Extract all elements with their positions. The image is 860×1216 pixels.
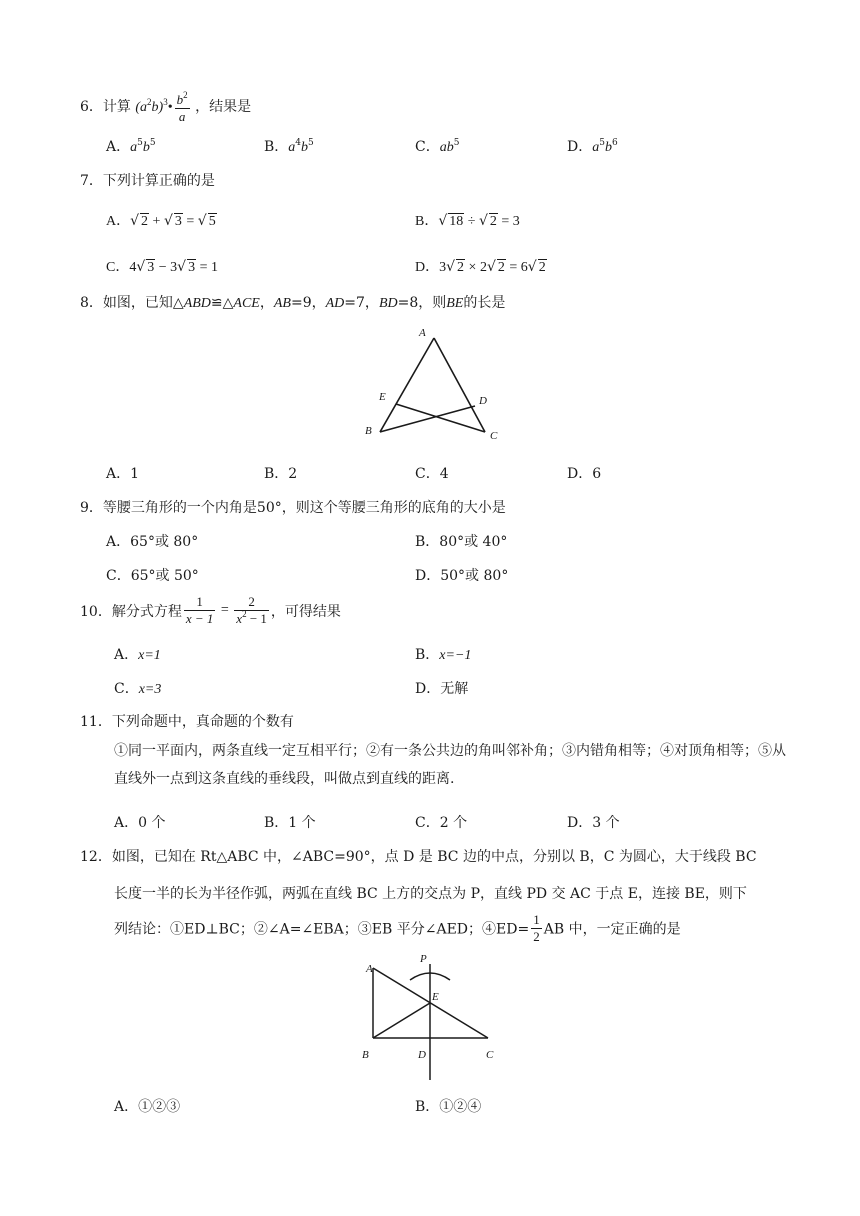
q6-expression: $(a^2b)^3•$ $\frac{b^2}{a}$ xyxy=(135,90,188,124)
q8-option-c[interactable]: C．4 xyxy=(415,466,449,482)
fig8-label-c: C xyxy=(490,430,498,442)
q7-option-c[interactable]: C．4√ 3 − 3√ 3 = 1 xyxy=(106,259,218,275)
q9-option-d[interactable]: D．50°或 80° xyxy=(415,568,509,584)
q8-option-b[interactable]: B．2 xyxy=(264,466,298,482)
q12-right-triangle-figure xyxy=(358,950,508,1082)
q8-option-d[interactable]: D．6 xyxy=(567,466,602,482)
question-12: 12．如图，已知在 Rt△ABC 中，∠ABC=90°，点 D 是 BC 边的中点，分别以 B，C 为圆心，大于线段 BC xyxy=(80,849,757,865)
q12-line-3: 列结论：①ED⊥BC；②∠A=∠EBA；③EB 平分∠AED；④ED= $\frac{1}{2}$ AB 中，一定正确的是 xyxy=(114,912,681,944)
fig8-label-e: E xyxy=(379,391,386,403)
q10-option-d[interactable]: D．无解 xyxy=(415,681,469,697)
segment-be xyxy=(373,1003,430,1038)
q11-option-b[interactable]: B．1 个 xyxy=(264,815,316,831)
question-10: 10．解分式方程 $\frac{1}{x - 1}$ = $\frac{2}{x^2 - 1}$ ，可得结果 xyxy=(80,594,341,626)
question-11: 11．下列命题中，真命题的个数有 xyxy=(80,714,294,730)
q11-option-c[interactable]: C．2 个 xyxy=(415,815,468,831)
q6-option-b[interactable]: B．$a^4b^5$ xyxy=(264,138,314,155)
q7-option-b[interactable]: B．√ 18 ÷ √ 2 = 3 xyxy=(415,213,520,229)
q12-option-a[interactable]: A．①②③ xyxy=(114,1099,181,1115)
q7-option-d[interactable]: D．3√ 2 × 2√ 2 = 6√ 2 xyxy=(415,259,546,275)
fig12-label-b: B xyxy=(362,1049,369,1061)
question-6: 6．计算 $(a^2b)^3•$ $\frac{b^2}{a}$ ，结果是 xyxy=(80,90,252,124)
q9-option-c[interactable]: C．65°或 50° xyxy=(106,568,199,584)
q6-option-a[interactable]: A．$a^5b^5$ xyxy=(106,138,156,155)
fig8-label-d: D xyxy=(479,395,487,407)
q10-option-c[interactable]: C．x=3 xyxy=(114,681,162,697)
question-7: 7．下列计算正确的是 xyxy=(80,173,215,189)
q12-figure-lines xyxy=(373,964,488,1080)
q6-option-c[interactable]: C．$ab^5$ xyxy=(415,138,460,155)
q12-option-b[interactable]: B．①②④ xyxy=(415,1099,482,1115)
fig8-label-b: B xyxy=(365,425,372,437)
q11-statements: ①同一平面内，两条直线一定互相平行；②有一条公共边的角叫邻补角；③内错角相等；④对顶角相等；⑤从直线外一点到这条直线的垂线段，叫做点到直线的距离. xyxy=(114,743,786,787)
q11-option-d[interactable]: D．3 个 xyxy=(567,815,620,831)
fig12-label-a: A xyxy=(366,963,373,975)
fig12-label-p: P xyxy=(420,953,427,965)
question-8: 8．如图，已知△ABD≌△ACE，AB=9，AD=7，BD=8，则BE的长是 xyxy=(80,295,506,311)
question-9: 9．等腰三角形的一个内角是50°，则这个等腰三角形的底角的大小是 xyxy=(80,500,506,516)
q7-option-a[interactable]: A．√ 2 + √ 3 = √ 5 xyxy=(106,213,216,229)
fig12-label-c: C xyxy=(486,1049,494,1061)
q8-option-a[interactable]: A．1 xyxy=(106,466,140,482)
q12-line-2: 长度一半的长为半径作弧，两弧在直线 BC 上方的交点为 P，直线 PD 交 AC 于点 E，连接 BE，则下 xyxy=(114,886,747,902)
q6-option-d[interactable]: D．$a^5b^6$ xyxy=(567,138,618,155)
segment-bd xyxy=(380,406,475,432)
q8-triangle-figure xyxy=(355,322,515,444)
fig12-label-e: E xyxy=(432,991,439,1003)
side-ab xyxy=(380,338,434,432)
fig12-label-d: D xyxy=(418,1049,426,1061)
q9-option-b[interactable]: B．80°或 40° xyxy=(415,534,508,550)
q10-option-a[interactable]: A．x=1 xyxy=(114,647,161,663)
q10-option-b[interactable]: B．x=−1 xyxy=(415,647,472,663)
q9-option-a[interactable]: A．65°或 80° xyxy=(106,534,199,550)
q11-option-a[interactable]: A．0 个 xyxy=(114,815,166,831)
fig8-label-a: A xyxy=(419,327,426,339)
q8-figure-lines xyxy=(380,338,485,432)
